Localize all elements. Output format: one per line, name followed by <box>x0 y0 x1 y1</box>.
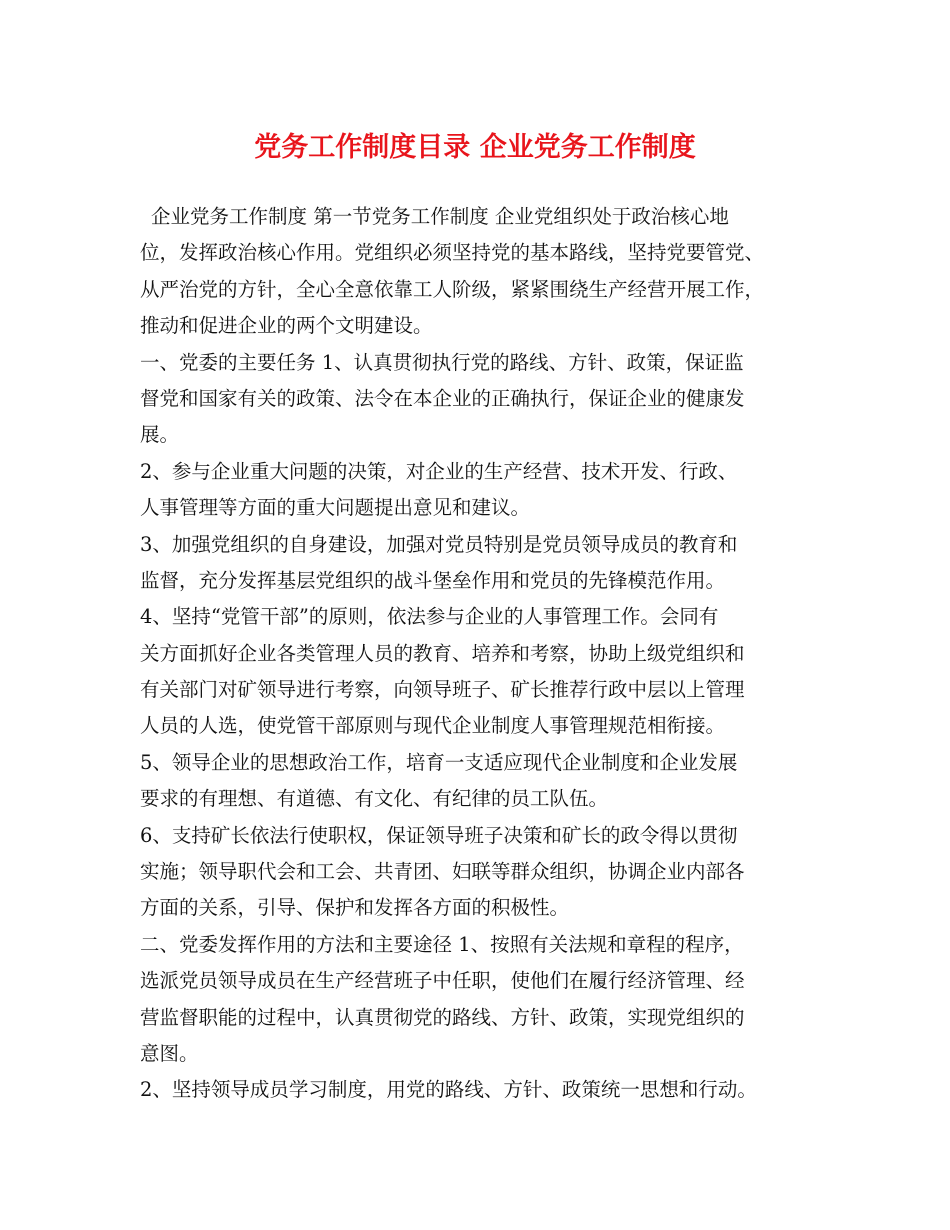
body-line: 实施；领导职代会和工会、共青团、妇联等群众组织，协调企业内部各 <box>140 860 745 884</box>
body-line: 2、参与企业重大问题的决策，对企业的生产经营、技术开发、行政、 <box>140 459 738 483</box>
body-line: 展。 <box>140 423 180 447</box>
body-line: 监督，充分发挥基层党组织的战斗堡垒作用和党员的先锋模范作用。 <box>140 568 726 592</box>
body-line: 方面的关系，引导、保护和发挥各方面的积极性。 <box>140 896 570 920</box>
body-line: 营监督职能的过程中，认真贯彻党的路线、方针、政策，实现党组织的 <box>140 1005 745 1029</box>
body-line: 3、加强党组织的自身建设，加强对党员特别是党员领导成员的教育和 <box>140 532 738 556</box>
body-line: 人事管理等方面的重大问题提出意见和建议。 <box>140 496 531 520</box>
body-line: 从严治党的方针，全心全意依靠工人阶级，紧紧围绕生产经营开展工作， <box>140 277 765 301</box>
body-line: 要求的有理想、有道德、有文化、有纪律的员工队伍。 <box>140 787 609 811</box>
body-line: 4、坚持“党管干部”的原则，依法参与企业的人事管理工作。会同有 <box>140 605 719 629</box>
body-line: 意图。 <box>140 1041 199 1065</box>
document-title: 党务工作制度目录 企业党务工作制度 <box>254 132 696 163</box>
body-line: 企业党务工作制度 第一节党务工作制度 企业党组织处于政治核心地 <box>151 205 729 228</box>
body-line: 督党和国家有关的政策、法令在本企业的正确执行，保证企业的健康发 <box>140 386 745 410</box>
document-body <box>140 199 830 1109</box>
body-line: 一、党委的主要任务 1、认真贯彻执行党的路线、方针、政策，保证监 <box>140 350 744 374</box>
body-line: 二、党委发挥作用的方法和主要途径 1、按照有关法规和章程的程序， <box>140 932 744 956</box>
body-line: 人员的人选，使党管干部原则与现代企业制度人事管理规范相衔接。 <box>140 714 726 738</box>
body-line: 选派党员领导成员在生产经营班子中任职，使他们在履行经济管理、经 <box>140 969 745 993</box>
body-line: 位，发挥政治核心作用。党组织必须坚持党的基本路线，坚持党要管党、 <box>140 241 765 265</box>
body-line: 6、支持矿长依法行使职权，保证领导班子决策和矿长的政令得以贯彻 <box>140 823 738 847</box>
body-line: 5、领导企业的思想政治工作，培育一支适应现代企业制度和企业发展 <box>140 750 738 774</box>
body-line: 2、坚持领导成员学习制度，用党的路线、方针、政策统一思想和行动。 <box>140 1078 757 1102</box>
body-line: 推动和促进企业的两个文明建设。 <box>140 314 433 338</box>
body-line: 有关部门对矿领导进行考察，向领导班子、矿长推荐行政中层以上管理 <box>140 678 745 702</box>
body-line: 关方面抓好企业各类管理人员的教育、培养和考察，协助上级党组织和 <box>140 641 745 665</box>
